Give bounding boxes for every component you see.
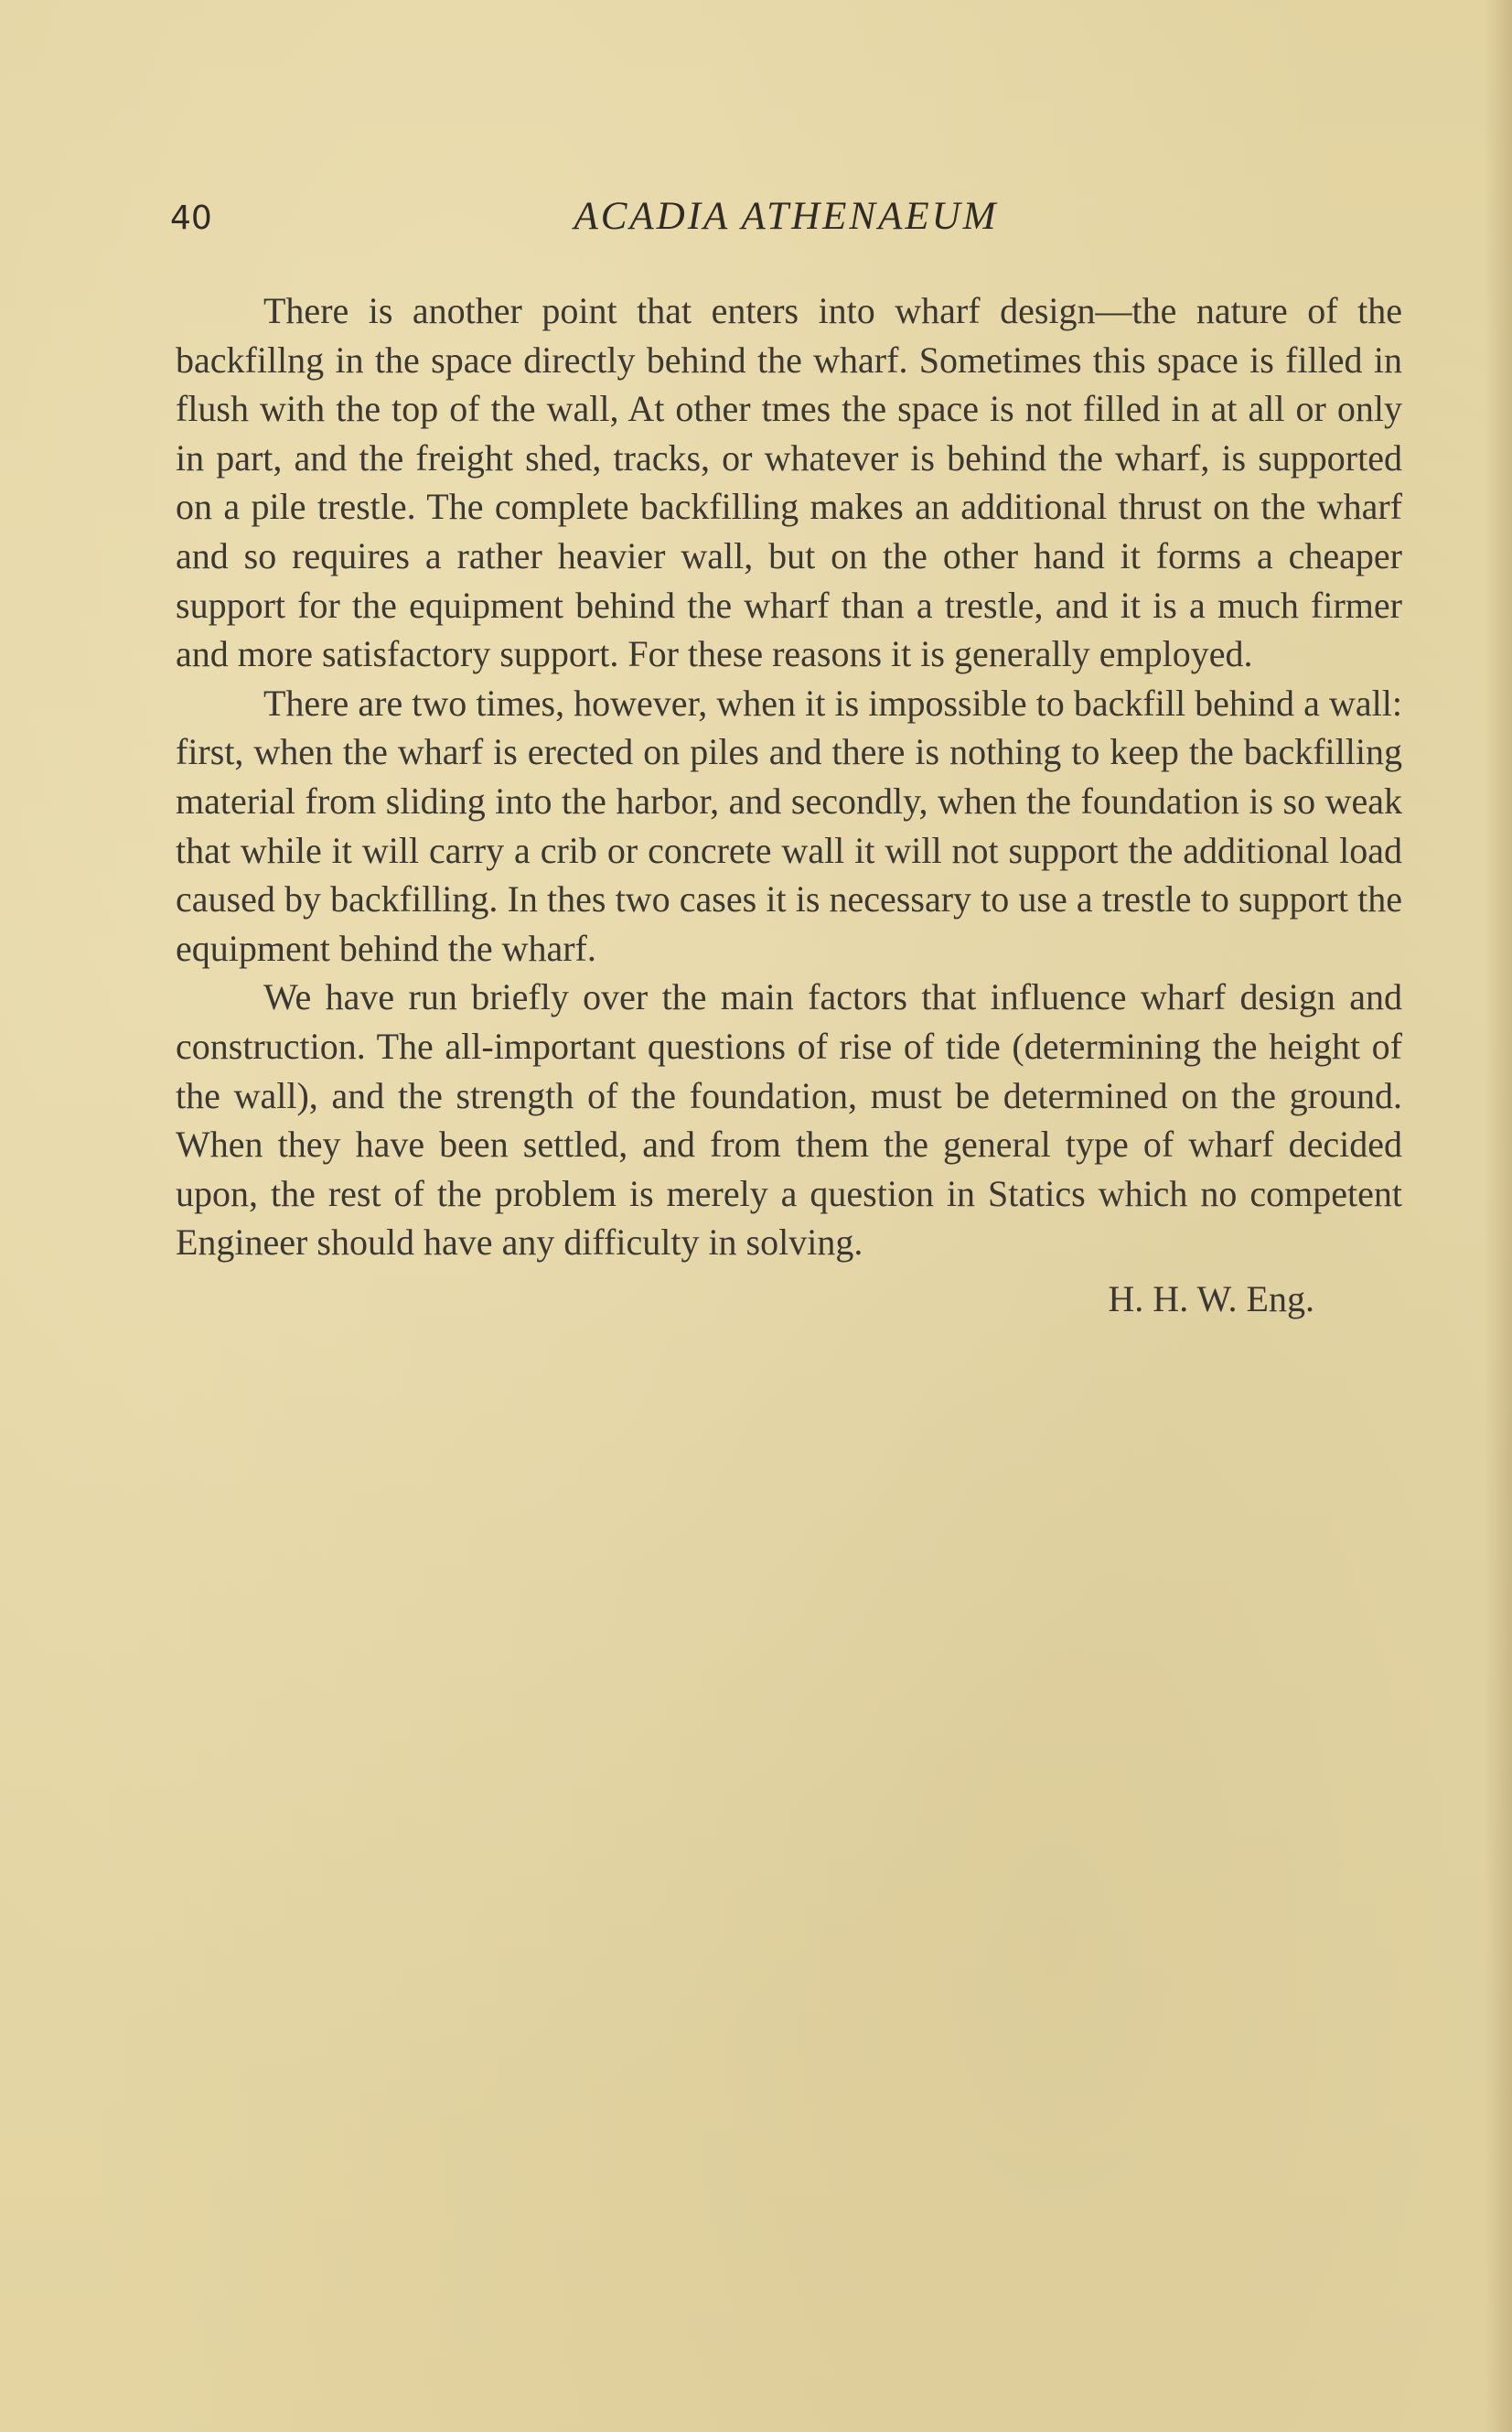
paragraph: We have run briefly over the main factors that influence wharf design and construction. The all-important questions of rise of tide (determining the height of the wall), and the strength of the foundation, must be determined on the ground. When they have been settled, and from them the general type of wharf decided upon, the rest of the problem is merely a question in Statics which no competent Engineer should have any difficulty in solving. — [176, 976, 1402, 1264]
page-number: 40 — [170, 199, 212, 237]
paragraph: There are two times, however, when it is impossible to backfill behind a wall: first, when the wharf is erected on piles and there is nothing to keep the backfilling material from sliding into the harbor, and secondly, when the foundation is so weak that while it will carry a crib or concrete wall it will not support the additional load caused by backfilling. In thes two cases it is necessary to use a trestle to support the equipment behind the wharf. — [176, 682, 1402, 969]
running-header — [170, 194, 1402, 249]
article-body — [176, 286, 1402, 1323]
author-signature: H. H. W. Eng. — [1108, 1277, 1314, 1319]
paragraph: There is another point that enters into wharf design—the nature of the backfillng in the space directly behind the wharf. Sometimes this space is filled in flush with the top of the wall, At other tmes the space is not filled in at all or only in part, and the freight shed, tracks, or whatever is behind the wharf, is supported on a pile trestle. The complete backfilling makes an additional thrust on the wharf and so requires a rather heavier wall, but on the other hand it forms a cheaper support for the equipment behind the wharf than a trestle, and it is a much firmer and more satisfactory support. For these reasons it is generally employed. — [176, 290, 1402, 675]
running-title: ACADIA ATHENAEUM — [574, 195, 999, 238]
